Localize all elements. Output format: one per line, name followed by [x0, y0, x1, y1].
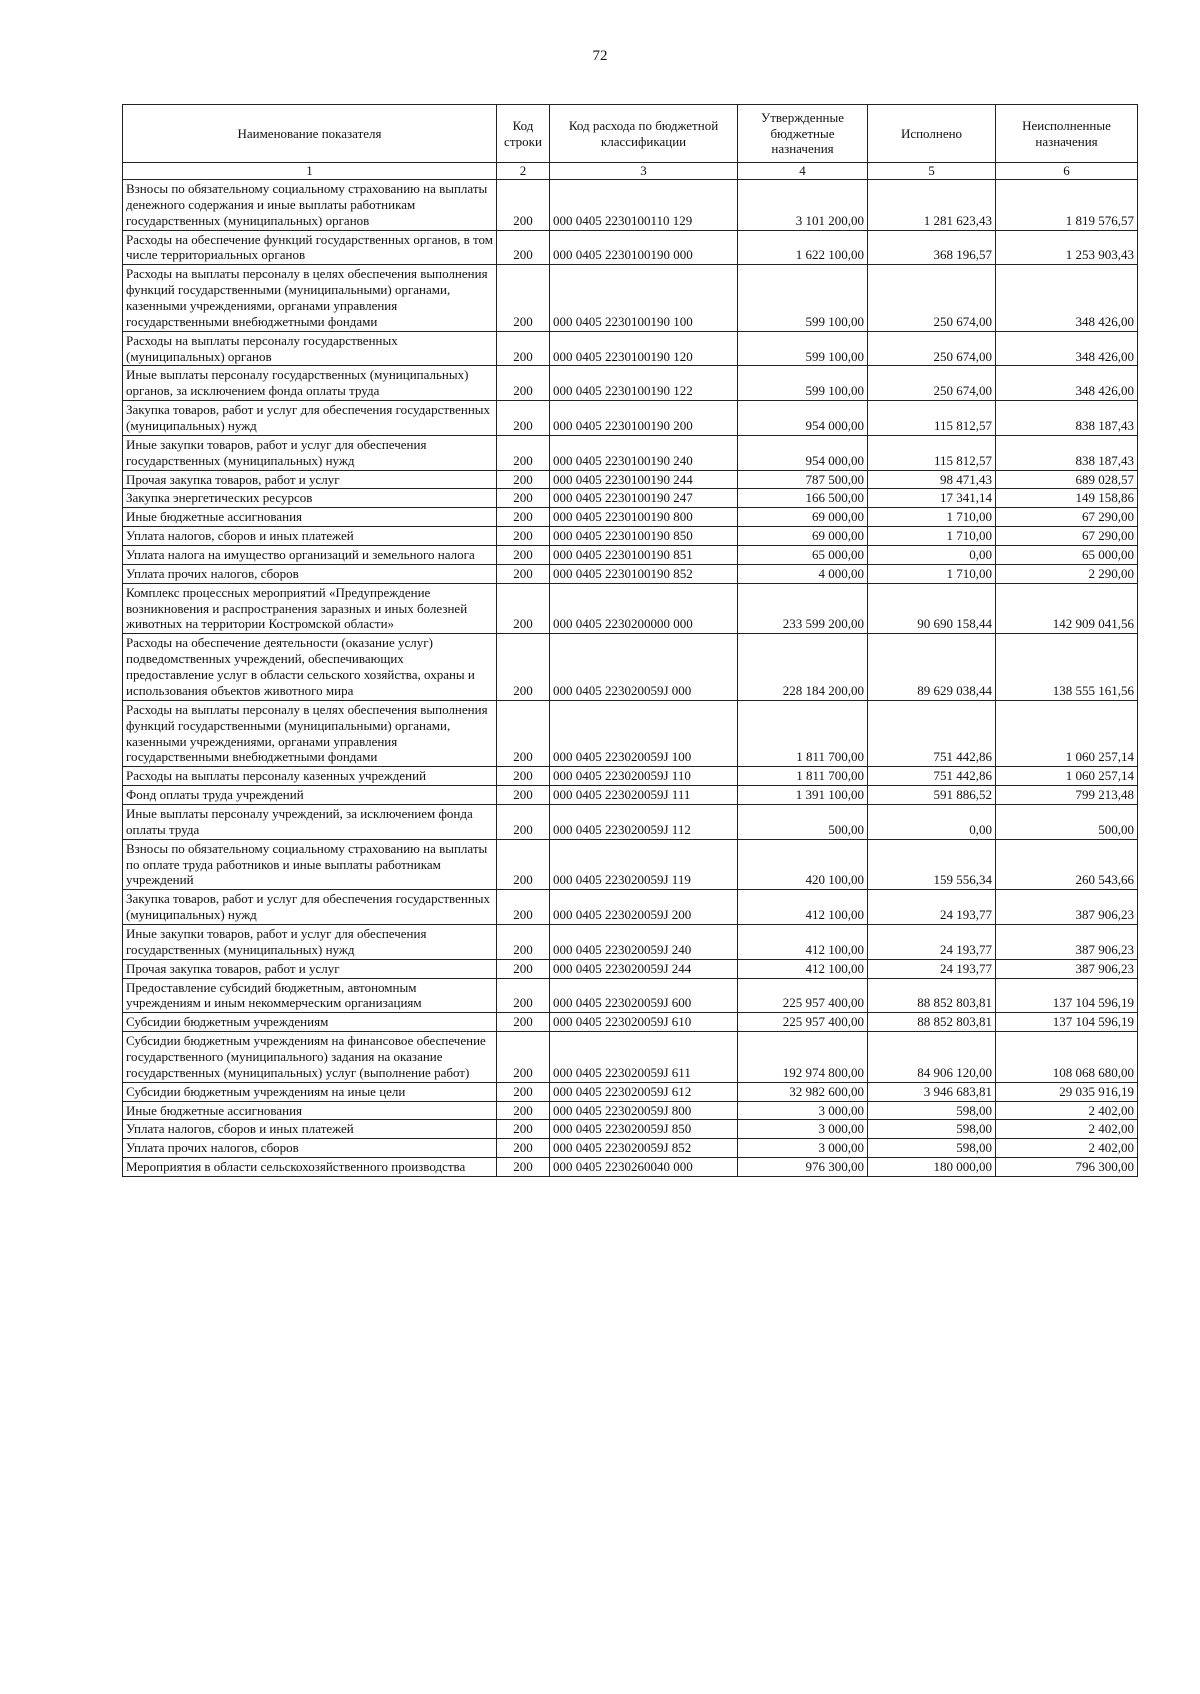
row-executed-amount: 751 442,86 [868, 767, 996, 786]
row-approved-amount: 1 811 700,00 [738, 700, 868, 766]
table-row [123, 1120, 1138, 1139]
row-indicator-name: Уплата прочих налогов, сборов [123, 564, 497, 583]
row-budget-code: 000 0405 2230200000 000 [550, 583, 738, 634]
row-budget-code: 000 0405 223020059J 612 [550, 1082, 738, 1101]
row-indicator-name: Иные закупки товаров, работ и услуг для обеспечения государственных (муниципальных) нужд [123, 435, 497, 470]
row-executed-amount: 88 852 803,81 [868, 1013, 996, 1032]
row-budget-code: 000 0405 223020059J 800 [550, 1101, 738, 1120]
header-indicator-name: Наименование показателя [123, 105, 497, 163]
row-executed-amount: 115 812,57 [868, 435, 996, 470]
row-indicator-name: Уплата прочих налогов, сборов [123, 1139, 497, 1158]
row-approved-amount: 1 391 100,00 [738, 786, 868, 805]
table-body [123, 180, 1138, 1177]
row-executed-amount: 368 196,57 [868, 230, 996, 265]
row-executed-amount: 751 442,86 [868, 700, 996, 766]
row-unexecuted-amount: 796 300,00 [996, 1158, 1138, 1177]
row-line-code: 200 [497, 767, 550, 786]
row-unexecuted-amount: 137 104 596,19 [996, 978, 1138, 1013]
row-unexecuted-amount: 138 555 161,56 [996, 634, 1138, 700]
page-number: 72 [592, 48, 608, 64]
row-executed-amount: 1 281 623,43 [868, 180, 996, 231]
row-budget-code: 000 0405 223020059J 852 [550, 1139, 738, 1158]
row-approved-amount: 976 300,00 [738, 1158, 868, 1177]
row-executed-amount: 0,00 [868, 804, 996, 839]
row-indicator-name: Расходы на выплаты персоналу государственных (муниципальных) органов [123, 331, 497, 366]
row-approved-amount: 3 101 200,00 [738, 180, 868, 231]
row-indicator-name: Взносы по обязательному социальному страхованию на выплаты денежного содержания и иные выплаты работникам государственных (муниципальных) органов [123, 180, 497, 231]
row-line-code: 200 [497, 786, 550, 805]
row-unexecuted-amount: 142 909 041,56 [996, 583, 1138, 634]
table-row [123, 489, 1138, 508]
row-line-code: 200 [497, 564, 550, 583]
table-row [123, 924, 1138, 959]
row-indicator-name: Закупка товаров, работ и услуг для обеспечения государственных (муниципальных) нужд [123, 890, 497, 925]
row-approved-amount: 3 000,00 [738, 1139, 868, 1158]
table-row [123, 978, 1138, 1013]
column-number: 3 [550, 163, 738, 180]
row-executed-amount: 250 674,00 [868, 366, 996, 401]
row-executed-amount: 591 886,52 [868, 786, 996, 805]
column-number: 6 [996, 163, 1138, 180]
row-executed-amount: 1 710,00 [868, 564, 996, 583]
row-unexecuted-amount: 348 426,00 [996, 366, 1138, 401]
row-approved-amount: 69 000,00 [738, 527, 868, 546]
row-approved-amount: 32 982 600,00 [738, 1082, 868, 1101]
row-indicator-name: Закупка товаров, работ и услуг для обеспечения государственных (муниципальных) нужд [123, 401, 497, 436]
row-line-code: 200 [497, 470, 550, 489]
row-approved-amount: 500,00 [738, 804, 868, 839]
row-unexecuted-amount: 149 158,86 [996, 489, 1138, 508]
row-budget-code: 000 0405 223020059J 611 [550, 1032, 738, 1083]
row-unexecuted-amount: 2 290,00 [996, 564, 1138, 583]
row-executed-amount: 3 946 683,81 [868, 1082, 996, 1101]
table-row [123, 435, 1138, 470]
row-approved-amount: 599 100,00 [738, 265, 868, 331]
row-budget-code: 000 0405 223020059J 244 [550, 959, 738, 978]
row-line-code: 200 [497, 527, 550, 546]
row-budget-code: 000 0405 2230260040 000 [550, 1158, 738, 1177]
row-budget-code: 000 0405 2230100190 120 [550, 331, 738, 366]
row-executed-amount: 24 193,77 [868, 924, 996, 959]
row-budget-code: 000 0405 2230100190 800 [550, 508, 738, 527]
row-line-code: 200 [497, 1013, 550, 1032]
table-row [123, 366, 1138, 401]
row-approved-amount: 599 100,00 [738, 366, 868, 401]
table-row [123, 786, 1138, 805]
row-line-code: 200 [497, 1158, 550, 1177]
row-indicator-name: Закупка энергетических ресурсов [123, 489, 497, 508]
row-line-code: 200 [497, 839, 550, 890]
row-approved-amount: 1 622 100,00 [738, 230, 868, 265]
row-indicator-name: Иные выплаты персоналу государственных (муниципальных) органов, за исключением фонда оплаты труда [123, 366, 497, 401]
row-budget-code: 000 0405 223020059J 240 [550, 924, 738, 959]
table-row [123, 564, 1138, 583]
row-approved-amount: 4 000,00 [738, 564, 868, 583]
row-line-code: 200 [497, 331, 550, 366]
row-unexecuted-amount: 348 426,00 [996, 265, 1138, 331]
row-indicator-name: Иные бюджетные ассигнования [123, 1101, 497, 1120]
table-row [123, 180, 1138, 231]
row-line-code: 200 [497, 959, 550, 978]
row-line-code: 200 [497, 890, 550, 925]
table-row [123, 1139, 1138, 1158]
row-budget-code: 000 0405 2230100190 247 [550, 489, 738, 508]
row-line-code: 200 [497, 508, 550, 527]
row-approved-amount: 233 599 200,00 [738, 583, 868, 634]
row-approved-amount: 412 100,00 [738, 890, 868, 925]
table-row [123, 890, 1138, 925]
column-number: 2 [497, 163, 550, 180]
row-approved-amount: 65 000,00 [738, 546, 868, 565]
table-row [123, 1101, 1138, 1120]
header-line-code: Код строки [497, 105, 550, 163]
row-unexecuted-amount: 65 000,00 [996, 546, 1138, 565]
row-executed-amount: 250 674,00 [868, 265, 996, 331]
row-indicator-name: Уплата налога на имущество организаций и земельного налога [123, 546, 497, 565]
header-executed: Исполнено [868, 105, 996, 163]
row-line-code: 200 [497, 401, 550, 436]
row-line-code: 200 [497, 489, 550, 508]
row-budget-code: 000 0405 223020059J 200 [550, 890, 738, 925]
row-approved-amount: 228 184 200,00 [738, 634, 868, 700]
row-unexecuted-amount: 2 402,00 [996, 1120, 1138, 1139]
row-indicator-name: Комплекс процессных мероприятий «Предупреждение возникновения и распространения заразных и иных болезней животных на территории Костромской области» [123, 583, 497, 634]
row-unexecuted-amount: 838 187,43 [996, 435, 1138, 470]
row-indicator-name: Взносы по обязательному социальному страхованию на выплаты по оплате труда работников и иные выплаты работникам учреждений [123, 839, 497, 890]
table-row [123, 508, 1138, 527]
row-line-code: 200 [497, 634, 550, 700]
row-budget-code: 000 0405 2230100190 122 [550, 366, 738, 401]
row-executed-amount: 84 906 120,00 [868, 1032, 996, 1083]
row-executed-amount: 90 690 158,44 [868, 583, 996, 634]
row-indicator-name: Фонд оплаты труда учреждений [123, 786, 497, 805]
row-indicator-name: Расходы на выплаты персоналу в целях обеспечения выполнения функций государственными (муниципальными) органами, казенными учреждениями, органами управления государственными внебюджетными фондами [123, 700, 497, 766]
row-indicator-name: Расходы на обеспечение деятельности (оказание услуг) подведомственных учреждений, обеспечивающих предоставление услуг в области сельского хозяйства, охраны и использования объектов животного мира [123, 634, 497, 700]
row-budget-code: 000 0405 223020059J 600 [550, 978, 738, 1013]
row-line-code: 200 [497, 1032, 550, 1083]
column-number: 4 [738, 163, 868, 180]
row-executed-amount: 1 710,00 [868, 508, 996, 527]
row-executed-amount: 17 341,14 [868, 489, 996, 508]
table-row [123, 1013, 1138, 1032]
row-indicator-name: Субсидии бюджетным учреждениям на иные цели [123, 1082, 497, 1101]
row-executed-amount: 598,00 [868, 1120, 996, 1139]
row-budget-code: 000 0405 2230100190 850 [550, 527, 738, 546]
row-line-code: 200 [497, 366, 550, 401]
row-line-code: 200 [497, 583, 550, 634]
table-row [123, 1158, 1138, 1177]
row-unexecuted-amount: 348 426,00 [996, 331, 1138, 366]
column-number-row [123, 163, 1138, 180]
row-unexecuted-amount: 2 402,00 [996, 1139, 1138, 1158]
row-executed-amount: 24 193,77 [868, 959, 996, 978]
row-unexecuted-amount: 799 213,48 [996, 786, 1138, 805]
header-approved-appropriations: Утвержденные бюджетные назначения [738, 105, 868, 163]
row-unexecuted-amount: 67 290,00 [996, 527, 1138, 546]
row-unexecuted-amount: 387 906,23 [996, 924, 1138, 959]
row-unexecuted-amount: 108 068 680,00 [996, 1032, 1138, 1083]
row-approved-amount: 166 500,00 [738, 489, 868, 508]
row-indicator-name: Расходы на выплаты персоналу казенных учреждений [123, 767, 497, 786]
table-row [123, 546, 1138, 565]
row-executed-amount: 1 710,00 [868, 527, 996, 546]
table-row [123, 265, 1138, 331]
row-unexecuted-amount: 2 402,00 [996, 1101, 1138, 1120]
row-indicator-name: Мероприятия в области сельскохозяйственного производства [123, 1158, 497, 1177]
row-executed-amount: 88 852 803,81 [868, 978, 996, 1013]
row-indicator-name: Субсидии бюджетным учреждениям [123, 1013, 497, 1032]
row-approved-amount: 192 974 800,00 [738, 1032, 868, 1083]
table-row [123, 767, 1138, 786]
table-row [123, 700, 1138, 766]
row-line-code: 200 [497, 924, 550, 959]
row-indicator-name: Расходы на выплаты персоналу в целях обеспечения выполнения функций государственными (муниципальными) органами, казенными учреждениями, органами управления государственными внебюджетными фондами [123, 265, 497, 331]
row-approved-amount: 1 811 700,00 [738, 767, 868, 786]
row-approved-amount: 420 100,00 [738, 839, 868, 890]
row-approved-amount: 787 500,00 [738, 470, 868, 489]
row-approved-amount: 225 957 400,00 [738, 978, 868, 1013]
row-budget-code: 000 0405 223020059J 850 [550, 1120, 738, 1139]
table-row [123, 1082, 1138, 1101]
row-budget-code: 000 0405 2230100190 100 [550, 265, 738, 331]
row-unexecuted-amount: 387 906,23 [996, 959, 1138, 978]
row-budget-code: 000 0405 2230100190 851 [550, 546, 738, 565]
row-budget-code: 000 0405 223020059J 100 [550, 700, 738, 766]
header-budget-classification-code: Код расхода по бюджетной классификации [550, 105, 738, 163]
row-executed-amount: 0,00 [868, 546, 996, 565]
row-approved-amount: 3 000,00 [738, 1120, 868, 1139]
table-row [123, 1032, 1138, 1083]
row-budget-code: 000 0405 2230100190 000 [550, 230, 738, 265]
row-unexecuted-amount: 838 187,43 [996, 401, 1138, 436]
row-budget-code: 000 0405 223020059J 110 [550, 767, 738, 786]
row-line-code: 200 [497, 546, 550, 565]
row-line-code: 200 [497, 1101, 550, 1120]
row-executed-amount: 159 556,34 [868, 839, 996, 890]
row-line-code: 200 [497, 265, 550, 331]
row-line-code: 200 [497, 700, 550, 766]
table-row [123, 634, 1138, 700]
column-number: 1 [123, 163, 497, 180]
row-budget-code: 000 0405 223020059J 119 [550, 839, 738, 890]
row-budget-code: 000 0405 2230100190 200 [550, 401, 738, 436]
row-line-code: 200 [497, 1120, 550, 1139]
row-indicator-name: Прочая закупка товаров, работ и услуг [123, 470, 497, 489]
row-indicator-name: Иные закупки товаров, работ и услуг для обеспечения государственных (муниципальных) нужд [123, 924, 497, 959]
row-indicator-name: Уплата налогов, сборов и иных платежей [123, 527, 497, 546]
row-budget-code: 000 0405 2230100190 852 [550, 564, 738, 583]
row-approved-amount: 599 100,00 [738, 331, 868, 366]
row-indicator-name: Уплата налогов, сборов и иных платежей [123, 1120, 497, 1139]
row-executed-amount: 24 193,77 [868, 890, 996, 925]
row-approved-amount: 225 957 400,00 [738, 1013, 868, 1032]
column-number: 5 [868, 163, 996, 180]
row-executed-amount: 98 471,43 [868, 470, 996, 489]
row-executed-amount: 598,00 [868, 1139, 996, 1158]
budget-execution-table [122, 104, 1138, 1177]
table-row [123, 959, 1138, 978]
row-budget-code: 000 0405 2230100190 240 [550, 435, 738, 470]
table-row [123, 527, 1138, 546]
row-unexecuted-amount: 1 253 903,43 [996, 230, 1138, 265]
row-budget-code: 000 0405 2230100190 244 [550, 470, 738, 489]
row-approved-amount: 3 000,00 [738, 1101, 868, 1120]
row-unexecuted-amount: 1 060 257,14 [996, 767, 1138, 786]
table-header-row [123, 105, 1138, 163]
row-approved-amount: 954 000,00 [738, 401, 868, 436]
row-executed-amount: 250 674,00 [868, 331, 996, 366]
row-indicator-name: Субсидии бюджетным учреждениям на финансовое обеспечение государственного (муниципального) задания на оказание государственных (муниципальных) услуг (выполнение работ) [123, 1032, 497, 1083]
table-row [123, 839, 1138, 890]
table-row [123, 583, 1138, 634]
row-executed-amount: 115 812,57 [868, 401, 996, 436]
row-unexecuted-amount: 137 104 596,19 [996, 1013, 1138, 1032]
row-unexecuted-amount: 387 906,23 [996, 890, 1138, 925]
row-budget-code: 000 0405 223020059J 112 [550, 804, 738, 839]
row-approved-amount: 954 000,00 [738, 435, 868, 470]
row-unexecuted-amount: 260 543,66 [996, 839, 1138, 890]
row-unexecuted-amount: 29 035 916,19 [996, 1082, 1138, 1101]
row-line-code: 200 [497, 230, 550, 265]
row-budget-code: 000 0405 2230100110 129 [550, 180, 738, 231]
row-unexecuted-amount: 500,00 [996, 804, 1138, 839]
row-approved-amount: 412 100,00 [738, 959, 868, 978]
row-budget-code: 000 0405 223020059J 610 [550, 1013, 738, 1032]
row-line-code: 200 [497, 180, 550, 231]
row-indicator-name: Предоставление субсидий бюджетным, автономным учреждениям и иным некоммерческим организациям [123, 978, 497, 1013]
row-budget-code: 000 0405 223020059J 111 [550, 786, 738, 805]
row-line-code: 200 [497, 804, 550, 839]
row-executed-amount: 89 629 038,44 [868, 634, 996, 700]
row-line-code: 200 [497, 1082, 550, 1101]
row-executed-amount: 180 000,00 [868, 1158, 996, 1177]
header-unexecuted-appropriations: Неисполненные назначения [996, 105, 1138, 163]
table-row [123, 230, 1138, 265]
row-budget-code: 000 0405 223020059J 000 [550, 634, 738, 700]
row-unexecuted-amount: 67 290,00 [996, 508, 1138, 527]
row-line-code: 200 [497, 1139, 550, 1158]
row-indicator-name: Иные бюджетные ассигнования [123, 508, 497, 527]
row-indicator-name: Иные выплаты персоналу учреждений, за исключением фонда оплаты труда [123, 804, 497, 839]
table-row [123, 804, 1138, 839]
row-line-code: 200 [497, 435, 550, 470]
row-unexecuted-amount: 1 060 257,14 [996, 700, 1138, 766]
row-indicator-name: Расходы на обеспечение функций государственных органов, в том числе территориальных органов [123, 230, 497, 265]
row-executed-amount: 598,00 [868, 1101, 996, 1120]
table-row [123, 331, 1138, 366]
row-indicator-name: Прочая закупка товаров, работ и услуг [123, 959, 497, 978]
row-unexecuted-amount: 689 028,57 [996, 470, 1138, 489]
row-approved-amount: 412 100,00 [738, 924, 868, 959]
row-line-code: 200 [497, 978, 550, 1013]
row-unexecuted-amount: 1 819 576,57 [996, 180, 1138, 231]
table-row [123, 401, 1138, 436]
table-row [123, 470, 1138, 489]
row-approved-amount: 69 000,00 [738, 508, 868, 527]
